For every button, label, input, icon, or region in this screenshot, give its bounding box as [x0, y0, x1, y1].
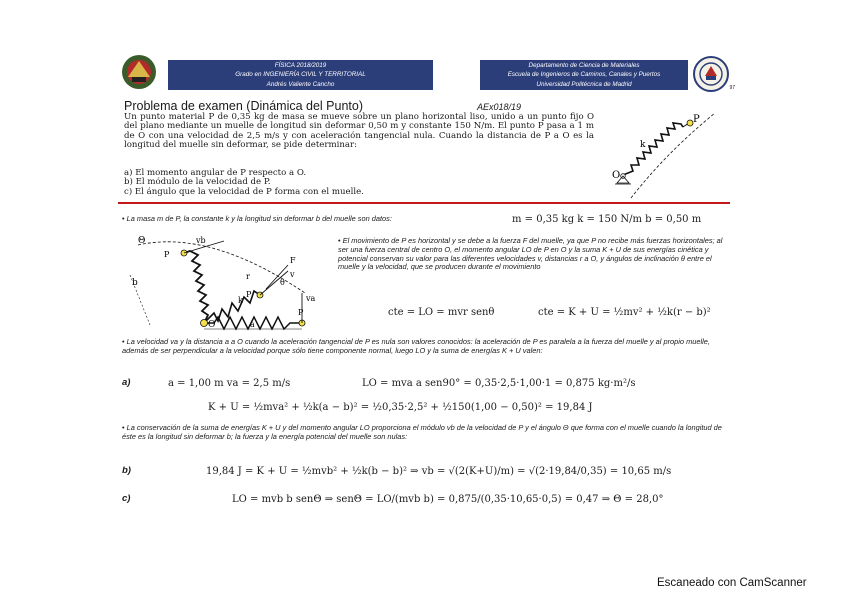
part-a-values: a = 1,00 m va = 2,5 m/s: [168, 378, 291, 389]
spring-diagonal: [204, 291, 260, 323]
label-p: P: [693, 114, 700, 125]
label-r: r: [246, 272, 250, 281]
university-seal-icon: [692, 55, 730, 93]
label-o: O: [612, 170, 621, 181]
statement-text: Un punto material P de 0,35 kg de masa se mueve sobre un plano horizontal liso, unido a un punto fijo O del plano mediante un muelle de longitud sin deformar 0,50 m y constante 150 N/m. El punto P pasa a 1 m de O con una velocidad de 2,5 m/s y con aceleración tangencial nula. Cuando la distancia de P a O es la longitud del muelle sin deformar, se pide determinar:: [124, 112, 594, 150]
part-a-angular-momentum: LO = mva a sen90° = 0,35·2,5·1,00·1 = 0,875 kg·m²/s: [362, 378, 636, 389]
part-b-label: b): [122, 465, 131, 476]
label-v: v: [290, 270, 295, 279]
label-vb: vb: [196, 236, 206, 245]
question-list: [124, 169, 364, 197]
section-divider: [118, 202, 730, 204]
spring-vertical: [184, 251, 208, 323]
label-a: a: [250, 320, 255, 329]
school-crest-icon: [120, 53, 158, 91]
question-a: a) El momento angular de P respecto a O.: [124, 168, 307, 178]
label-theta: θ: [280, 278, 285, 287]
data-values: m = 0,35 kg k = 150 N/m b = 0,50 m: [512, 214, 702, 225]
label-p-mid: P: [246, 290, 252, 299]
part-a-label: a): [122, 377, 131, 388]
department-name: Departamento de Ciencia de Materiales: [528, 62, 640, 69]
problem-statement: [124, 113, 594, 150]
university-name: Universidad Politécnica de Madrid: [536, 80, 632, 88]
label-k: k: [640, 140, 646, 150]
angular-momentum-conservation: cte = LO = mvr senθ: [388, 307, 495, 318]
problem-figure: [611, 113, 721, 201]
label-big-theta: Θ: [138, 236, 146, 246]
conservation-explanation: • La conservación de la suma de energías K + U y del momento angular LO proporciona el módulo vb de la velocidad de P y el ángulo Θ que forma con el muelle cuando la longitud de éste es la longitud sin deformar b; la fuerza y la energía potencial del muelle son nulas:: [122, 424, 726, 442]
question-c: c) El ángulo que la velocidad de P forma con el muelle.: [124, 186, 364, 197]
header-banner: [116, 51, 733, 93]
solution-diagram: [120, 233, 338, 333]
course-author: Andrés Valiente Cancho: [266, 80, 335, 88]
label-b: b: [132, 278, 138, 288]
course-degree: Grado en INGENIERÍA CIVIL Y TERRITORIAL: [235, 71, 366, 79]
spring-zigzag: [623, 123, 683, 175]
label-o-diagram: O: [208, 320, 216, 330]
part-a-energy: K + U = ½mva² + ½k(a − b)² = ½0,35·2,5² + ½150(1,00 − 0,50)² = 19,84 J: [208, 402, 593, 413]
label-f: F: [290, 256, 296, 265]
pivot-o-dot: [201, 320, 208, 327]
label-p-bottom: P: [298, 308, 304, 317]
problem-title: Problema de examen (Dinámica del Punto): [124, 99, 364, 113]
motion-explanation: • El movimiento de P es horizontal y se debe a la fuerza F del muelle, ya que P no recibe más fuerzas horizontales; al ser una fuerza central de centro O, el momento angular LO de P en O y la suma K + U de sus energías cinética y potencial conservan su valor para las diferentes velocidades v, distancias r a O, y ángulos de inclinación θ entre el muelle y la velocidad, que se producen durante el movimiento: [338, 237, 726, 272]
label-k-diagram: k: [238, 296, 243, 305]
part-c-equation: LO = mvb b senΘ ⇒ senΘ = LO/(mvb b) = 0,875/(0,35·10,65·0,5) = 0,47 ⇒ Θ = 28,0°: [232, 494, 664, 505]
course-info-box: [168, 60, 433, 90]
page-number: 97: [729, 85, 735, 91]
label-p-top: P: [164, 250, 170, 259]
department-info-box: [480, 60, 688, 90]
energy-conservation: cte = K + U = ½mv² + ½k(r − b)²: [538, 307, 711, 318]
known-values-explanation: • La velocidad va y la distancia a a O cuando la aceleración tangencial de P es nula son valores conocidos: la aceleración de P es paralela a la fuerza del muelle y al propio muelle, además de ser perpendicular a la velocidad porque sólo tiene componente normal, luego LO y la suma de energías K + U valen:: [122, 338, 726, 356]
part-c-label: c): [122, 493, 131, 504]
course-year: FÍSICA 2018/2019: [274, 62, 327, 69]
label-va: va: [306, 294, 316, 303]
part-b-equation: 19,84 J = K + U = ½mvb² + ½k(b − b)² ⇒ vb = √(2(K+U)/m) = √(2·19,84/0,35) = 10,65 m/s: [206, 466, 672, 477]
camscanner-watermark: Escaneado con CamScanner: [657, 577, 807, 589]
school-name: Escuela de Ingenieros de Caminos, Canales y Puertos: [507, 71, 661, 79]
question-b: b) El módulo de la velocidad de P.: [124, 177, 271, 188]
problem-code: AEx018/19: [477, 102, 522, 112]
data-statement: • La masa m de P, la constante k y la longitud sin deformar b del muelle son datos:: [122, 215, 522, 224]
exam-page: [116, 47, 733, 519]
